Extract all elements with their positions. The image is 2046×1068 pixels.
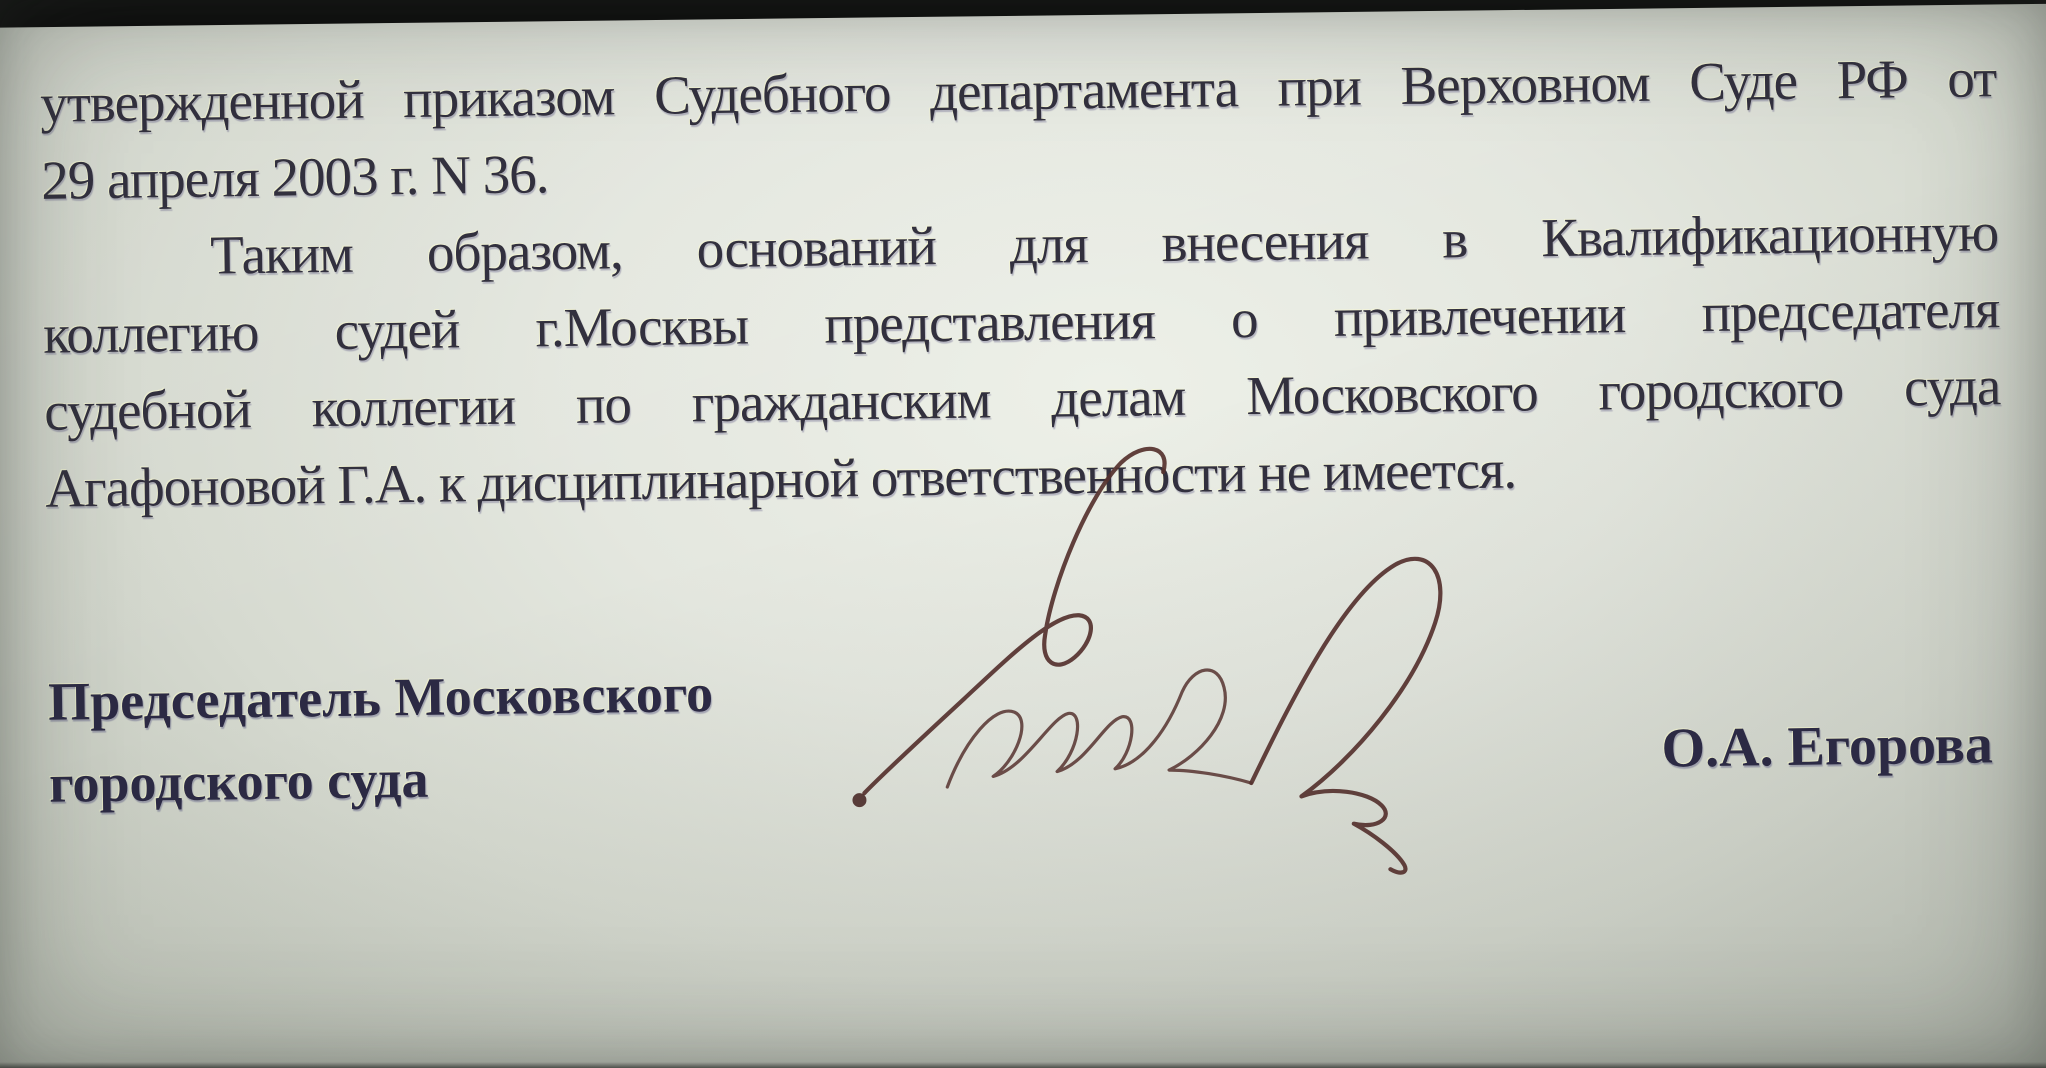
signer-title-line2: городского суда: [48, 748, 429, 814]
signer-name: О.А. Егорова: [1661, 713, 1994, 780]
document-line: утвержденной приказом Судебного департамента при Верховном Суде РФ от: [39, 47, 1997, 134]
document-line: Таким образом, оснований для внесения в Квалификационную: [209, 201, 1999, 286]
document-line: 29 апреля 2003 г. N 36.: [40, 143, 549, 211]
document-line: коллегию судей г.Москвы представления о привлечении председателя: [42, 278, 2000, 365]
signer-title: [48, 652, 715, 825]
signer-title-line1: Председатель Московского: [47, 663, 714, 732]
document-line: судебной коллегии по гражданским делам Московского городского суда: [43, 355, 2001, 442]
document-body: [40, 39, 2002, 527]
document-line: Агафоновой Г.А. к дисциплинарной ответственности не имеется.: [44, 438, 1517, 519]
photo-bottom-edge: [0, 1062, 2046, 1068]
